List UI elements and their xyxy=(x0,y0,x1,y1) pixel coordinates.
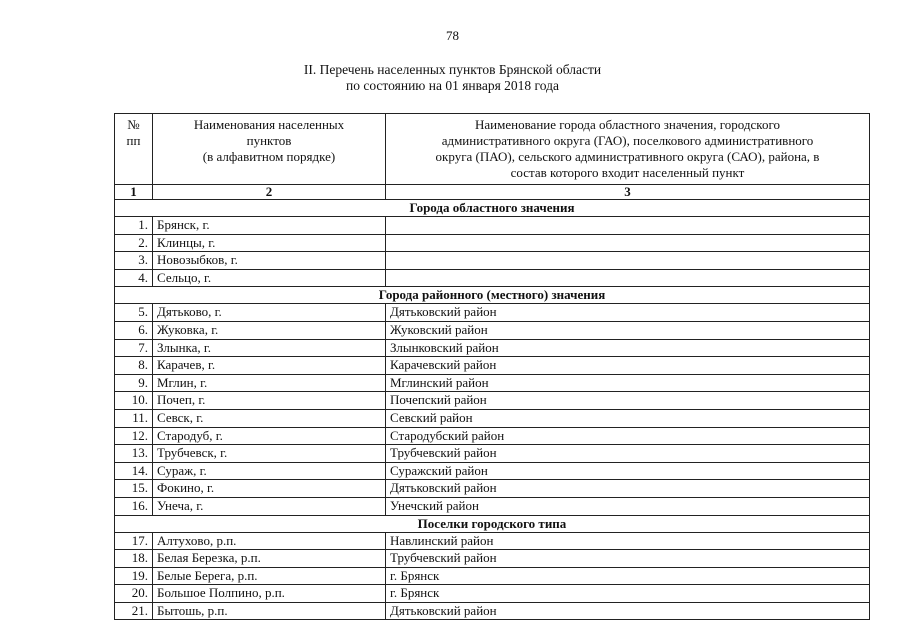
district-name: Навлинский район xyxy=(386,532,870,550)
row-number: 13. xyxy=(115,445,153,463)
column-number: 1 xyxy=(115,185,153,200)
settlement-name: Карачев, г. xyxy=(153,357,386,375)
settlement-name: Злынка, г. xyxy=(153,339,386,357)
settlement-name: Бытошь, р.п. xyxy=(153,602,386,620)
row-number: 19. xyxy=(115,567,153,585)
settlement-name: Большое Полпино, р.п. xyxy=(153,585,386,603)
settlement-name: Белая Березка, р.п. xyxy=(153,550,386,568)
district-name: г. Брянск xyxy=(386,585,870,603)
row-number: 4. xyxy=(115,269,153,287)
table-row xyxy=(115,462,870,480)
table-row xyxy=(115,550,870,568)
table-row xyxy=(115,217,870,235)
table-row xyxy=(115,321,870,339)
table-row xyxy=(115,427,870,445)
row-number: 9. xyxy=(115,374,153,392)
settlement-name: Сельцо, г. xyxy=(153,269,386,287)
row-number: 6. xyxy=(115,321,153,339)
row-number: 21. xyxy=(115,602,153,620)
district-name xyxy=(386,252,870,270)
settlement-name: Сураж, г. xyxy=(153,462,386,480)
row-number: 8. xyxy=(115,357,153,375)
settlement-name: Унеча, г. xyxy=(153,497,386,515)
district-name: Севский район xyxy=(386,409,870,427)
header-settlement-name: Наименования населенных пунктов (в алфавитном порядке) xyxy=(153,114,386,185)
settlement-name: Белые Берега, р.п. xyxy=(153,567,386,585)
table-row xyxy=(115,480,870,498)
table-row xyxy=(115,445,870,463)
table-row xyxy=(115,409,870,427)
settlement-name: Стародуб, г. xyxy=(153,427,386,445)
row-number: 18. xyxy=(115,550,153,568)
table-row xyxy=(115,602,870,620)
settlement-name: Трубчевск, г. xyxy=(153,445,386,463)
table-row xyxy=(115,392,870,410)
row-number: 10. xyxy=(115,392,153,410)
row-number: 11. xyxy=(115,409,153,427)
district-name: Суражский район xyxy=(386,462,870,480)
settlement-name: Новозыбков, г. xyxy=(153,252,386,270)
table-row xyxy=(115,567,870,585)
title-line-2: по состоянию на 01 января 2018 года xyxy=(346,78,559,93)
title-line-1: II. Перечень населенных пунктов Брянской области xyxy=(303,62,602,77)
section-title: Города районного (местного) значения xyxy=(115,287,870,304)
settlements-table xyxy=(114,113,870,620)
section-title: Города областного значения xyxy=(115,200,870,217)
table-row xyxy=(115,234,870,252)
row-number: 3. xyxy=(115,252,153,270)
row-number: 1. xyxy=(115,217,153,235)
district-name: Трубчевский район xyxy=(386,445,870,463)
row-number: 14. xyxy=(115,462,153,480)
row-number: 7. xyxy=(115,339,153,357)
district-name: Злынковский район xyxy=(386,339,870,357)
district-name: Мглинский район xyxy=(386,374,870,392)
row-number: 20. xyxy=(115,585,153,603)
settlement-name: Дятьково, г. xyxy=(153,304,386,322)
table-row xyxy=(115,339,870,357)
district-name xyxy=(386,217,870,235)
district-name: Жуковский район xyxy=(386,321,870,339)
district-name: Трубчевский район xyxy=(386,550,870,568)
settlement-name: Жуковка, г. xyxy=(153,321,386,339)
district-name: Дятьковский район xyxy=(386,602,870,620)
section-title: Поселки городского типа xyxy=(115,515,870,532)
row-number: 15. xyxy=(115,480,153,498)
district-name xyxy=(386,234,870,252)
table-row xyxy=(115,304,870,322)
column-number: 3 xyxy=(386,185,870,200)
district-name xyxy=(386,269,870,287)
header-number: № пп xyxy=(115,114,153,185)
table-body xyxy=(115,200,870,620)
district-name: Дятьковский район xyxy=(386,304,870,322)
district-name: Унечский район xyxy=(386,497,870,515)
header-district: Наименование города областного значения, городского административного округа (ГАО), поселкового административного округа (ПАО), сельского административного округа (САО), района, в состав которого входит населенный пункт xyxy=(386,114,870,185)
settlement-name: Клинцы, г. xyxy=(153,234,386,252)
row-number: 17. xyxy=(115,532,153,550)
document-title xyxy=(0,62,905,94)
row-number: 2. xyxy=(115,234,153,252)
district-name: Почепский район xyxy=(386,392,870,410)
settlement-name: Севск, г. xyxy=(153,409,386,427)
row-number: 12. xyxy=(115,427,153,445)
section-row xyxy=(115,515,870,532)
table-row xyxy=(115,269,870,287)
table-row xyxy=(115,252,870,270)
row-number: 16. xyxy=(115,497,153,515)
table-row xyxy=(115,357,870,375)
table-row xyxy=(115,374,870,392)
section-row xyxy=(115,287,870,304)
table-row xyxy=(115,532,870,550)
section-row xyxy=(115,200,870,217)
district-name: Карачевский район xyxy=(386,357,870,375)
settlement-name: Алтухово, р.п. xyxy=(153,532,386,550)
row-number: 5. xyxy=(115,304,153,322)
settlement-name: Почеп, г. xyxy=(153,392,386,410)
table-row xyxy=(115,497,870,515)
page-number: 78 xyxy=(446,28,459,43)
settlement-name: Мглин, г. xyxy=(153,374,386,392)
settlement-name: Брянск, г. xyxy=(153,217,386,235)
header-row xyxy=(115,114,870,185)
table-row xyxy=(115,585,870,603)
column-numbers-row xyxy=(115,185,870,200)
district-name: Дятьковский район xyxy=(386,480,870,498)
district-name: Стародубский район xyxy=(386,427,870,445)
district-name: г. Брянск xyxy=(386,567,870,585)
column-number: 2 xyxy=(153,185,386,200)
settlement-name: Фокино, г. xyxy=(153,480,386,498)
